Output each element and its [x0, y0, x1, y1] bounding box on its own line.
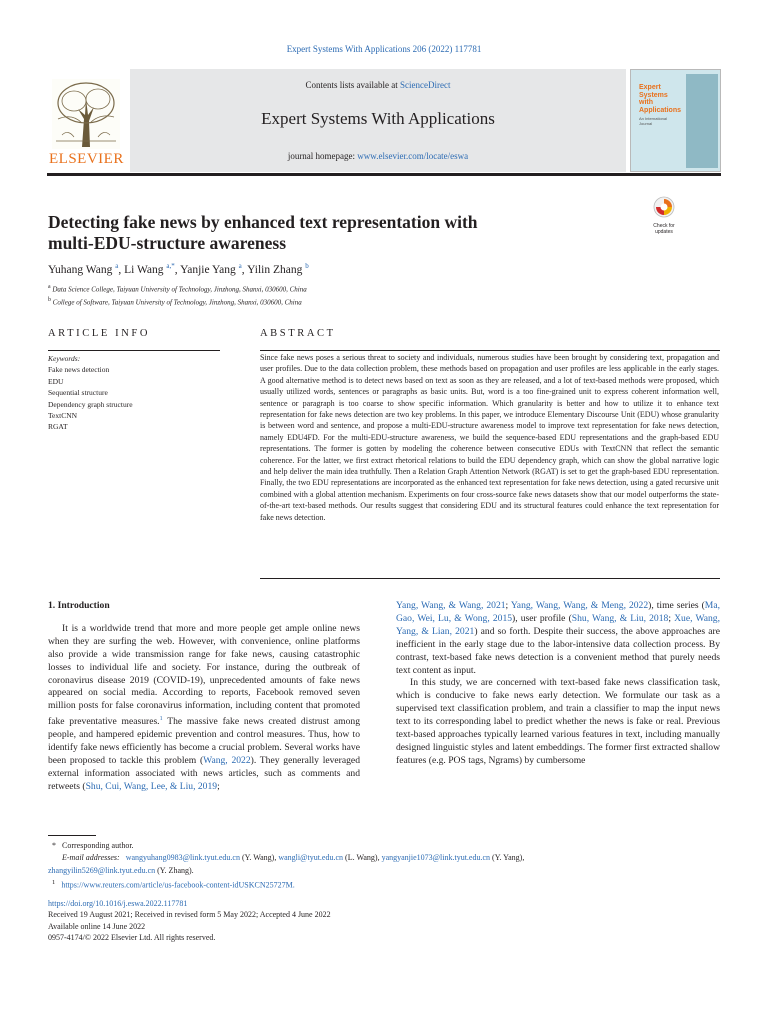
body-column-left — [48, 600, 360, 794]
publication-info — [48, 898, 720, 944]
author-name[interactable]: Yilin Zhang — [247, 263, 303, 276]
author-list: Yuhang Wang $^a$, Li Wang $^{a,*}$, Yanjie Yang $^a$, Yilin Zhang $^b$ — [48, 262, 309, 276]
available-online: Available online 14 June 2022 — [48, 921, 146, 931]
affiliation-marker[interactable]: a — [238, 262, 242, 270]
affiliation-marker[interactable]: b — [305, 262, 309, 270]
received-dates: Received 19 August 2021; Received in revised form 5 May 2022; Accepted 4 June 2022 — [48, 910, 331, 920]
cover-title: Expert Systems with Applications — [639, 84, 682, 114]
doi-link[interactable]: https://doi.org/10.1016/j.eswa.2022.117781 — [48, 899, 188, 908]
affiliation-marker[interactable]: a — [115, 262, 119, 270]
author-name[interactable]: Li Wang — [124, 263, 164, 276]
author-name[interactable]: Yanjie Yang — [180, 263, 236, 276]
abstract-text: Since fake news poses a serious threat to society and individuals, numerous studies have been brought by considering text, propagation and user profiles. Due to the data collection problem, these methods based on propagation and user profiles are less applicable in the early stages. A good alternative method is to detect news based on text as soon as they are released, and a lot of text-based methods were proposed, which usually utilized words, sentences or paragraphs as basic units. But, word is a too fine-grained unit to express coherent information well, sentence or paragraph is too coarse to show specific information. Which granularity is better and how to utilize it to enhance text representation for fake news detection are two key problems. In this paper, we introduce Elementary Discourse Unit (EDU) whose granularity is between word and sentence, and propose a multi-EDU-structure awareness model to improve text representation for fake news detection, namely EDU4FD. For the multi-EDU-structure awareness, we build the sequence-based EDU representations and the graph-based EDU representations. The former is gotten by modeling the coherence between consecutive EDUs with TextCNN that reflect the semantic coherence. For the latter, we first extract rhetorical relations to build the EDU dependency graph, which can show the global narrative logic and help deliver the main idea truthfully. Then a Relation Graph Attention Network (RGAT) is set to get the graph-based EDU representation. Finally, the two EDU representations are incorporated as the enhanced text representation for fake news detection, using a gated recursive unit combined with a global attention mechanism. Experiments on four cross-source fake news datasets show that our model outperforms the state-of-the-art text-based methods. Our results suggest that considering EDU and its structural features could enhance the text representation for fake news detection. — [260, 353, 719, 522]
publisher-name: ELSEVIER — [49, 151, 124, 167]
keywords-label: Keywords: — [48, 354, 81, 363]
cover-graphic — [686, 74, 718, 168]
elsevier-logo[interactable] — [47, 69, 125, 169]
citation-link[interactable]: Shu, Cui, Wang, Lee, & Liu, 2019 — [85, 780, 218, 792]
citation-link[interactable]: Shu, Wang, & Liu, 2018 — [571, 612, 669, 624]
copyright: 0957-4174/© 2022 Elsevier Ltd. All rights reserved. — [48, 933, 216, 943]
keywords-block — [48, 353, 220, 433]
footnote-url-link[interactable]: https://www.reuters.com/article/us-facebook-content-idUSKCN25727M. — [61, 880, 295, 890]
divider — [260, 350, 720, 351]
footnote-corresponding: * Corresponding author. — [52, 841, 134, 850]
affiliation-marker[interactable]: a,* — [166, 262, 175, 270]
divider — [260, 578, 720, 579]
footnotes — [48, 840, 720, 892]
email-link[interactable]: zhangyilin5269@link.tyut.edu.cn — [48, 865, 156, 875]
abstract-heading: ABSTRACT — [260, 328, 336, 339]
citation-link[interactable]: Yang, Wang, Wang, & Meng, 2022 — [510, 600, 649, 611]
divider — [48, 350, 220, 351]
keyword: RGAT — [48, 422, 68, 432]
body-column-right — [396, 600, 720, 768]
citation-link[interactable]: Ma, Gao, Wei, Lu, & Wong, 2015 — [396, 600, 720, 624]
contents-line: Contents lists available at ScienceDirect — [305, 80, 451, 90]
cover-subtitle: An International Journal — [639, 116, 668, 126]
affiliation-line: $^a$ Data Science College, Taiyuan University of Technology, Jinzhong, Shanxi, 030600, China — [48, 284, 307, 294]
email-link[interactable]: wangyuhang0983@link.tyut.edu.cn — [125, 853, 240, 863]
journal-homepage-link[interactable]: www.elsevier.com/locate/eswa — [357, 151, 469, 161]
masthead-banner — [130, 69, 626, 172]
affiliation-line: $^b$ College of Software, Taiyuan University of Technology, Jinzhong, Shanxi, 030600, China — [48, 297, 302, 307]
keyword: Dependency graph structure — [48, 399, 133, 409]
author-name[interactable]: Yuhang Wang — [48, 263, 113, 276]
citation-link[interactable]: Yang, Wang, & Wang, 2021 — [396, 600, 506, 611]
journal-reference[interactable]: Expert Systems With Applications 206 (2022) 117781 — [286, 44, 482, 54]
body-paragraph: It is a worldwide trend that more and more people get ample online news when they are surfing the web. However, with convenience, online platforms also provide a wide transmission range for fake news, causing catastrophic losses to individual life and society. For instance, during the outbreak of coronavirus disease 2019 (COVID-19), unprecedented amounts of fake news appeared on social media. According to reports, Facebook removed seven million posts for false coronavirus information, including content that promoted fake preventative measures.$^1$ The massive fake news created distrust among people, and hampered epidemic prevention and control measures. Thus, how to identify fake news efficiently has become a crucial problem. Several works have been proposed to tackle this problem (Wang, 2022). They generally leveraged external information associated with news articles, such as comments and retweets (Shu, Cui, Wang, Lee, & Liu, 2019; — [48, 622, 361, 792]
footnote-emails-cont: zhangyilin5269@link.tyut.edu.cn (Y. Zhang). — [48, 865, 194, 875]
article-info-heading: ARTICLE INFO — [48, 328, 151, 339]
citation-link[interactable]: Wang, 2022 — [203, 755, 251, 767]
body-paragraph: In this study, we are concerned with text-based fake news classification task, which is conducive to fake news early detection. We formulate our task as a supervised text classification problem, and train a classifier to map the input news text to its corresponding label to predict whether the news is fake or real. Previous text-based approaches typically learned various features in text, including manually designed linguistic styles and latent embeddings. The former first extracted shallow features (e.g. POS tags, Ngrams) by cumbersome — [396, 677, 720, 766]
journal-masthead — [47, 69, 721, 172]
footnote-1: $^1$ https://www.reuters.com/article/us-facebook-content-idUSKCN25727M. — [52, 879, 295, 890]
affiliations — [48, 282, 307, 309]
keyword: EDU — [48, 376, 64, 386]
homepage-line: journal homepage: www.elsevier.com/locate/eswa — [287, 151, 469, 161]
check-for-updates-button[interactable]: Check for updates — [646, 196, 682, 232]
elsevier-tree-icon — [52, 79, 120, 149]
keyword: Sequential structure — [48, 388, 108, 398]
email-link[interactable]: yangyanjie1073@link.tyut.edu.cn — [381, 853, 491, 863]
keyword: Fake news detection — [48, 365, 110, 375]
section-heading-introduction: 1. Introduction — [48, 600, 110, 611]
keyword: TextCNN — [48, 411, 78, 421]
article-title: Detecting fake news by enhanced text representation with multi-EDU-structure awareness — [48, 212, 478, 253]
footnote-emails: E-mail addresses: wangyuhang0983@link.tyut.edu.cn (Y. Wang), wangli@tyut.edu.cn (L. Wang), yangyanjie1073@link.tyut.edu.cn (Y. Yang), — [62, 853, 525, 863]
email-link[interactable]: wangli@tyut.edu.cn — [278, 853, 344, 863]
masthead-divider — [47, 173, 721, 176]
footnote-ref[interactable]: 1 — [159, 716, 163, 723]
footnote-divider — [48, 835, 96, 836]
citation-link[interactable]: Xue, Wang, Yang, & Lian, 2021 — [396, 612, 720, 637]
journal-cover-thumbnail[interactable] — [630, 69, 721, 172]
sciencedirect-link[interactable]: ScienceDirect — [400, 80, 451, 90]
body-paragraph: Yang, Wang, & Wang, 2021; Yang, Wang, Wang, & Meng, 2022), time series (Ma, Gao, Wei, Lu, & Wong, 2015), user profile (Shu, Wang, & Liu, 2018; Xue, Wang, Yang, & Lian, 2021) and so forth. Despite their success, the above approaches are inefficient in the early stage due to the labor-intensive data collection process. By contrast, text-based fake news detection is a convenient method that purely needs text content as input. — [396, 600, 721, 676]
journal-title: Expert Systems With Applications — [261, 109, 495, 128]
check-updates-icon — [653, 196, 675, 218]
